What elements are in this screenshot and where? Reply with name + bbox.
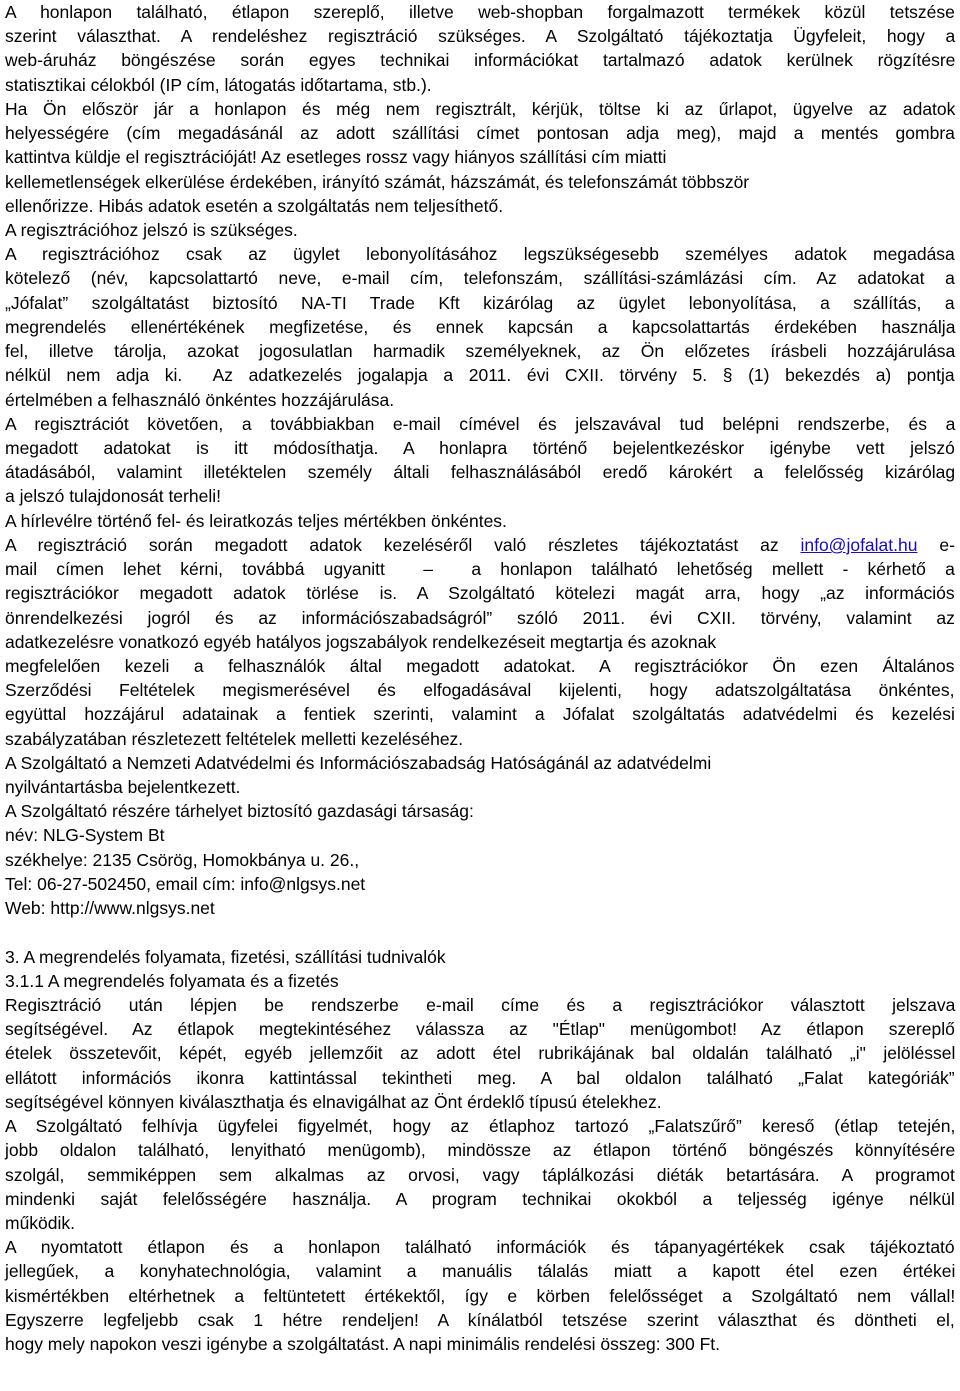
line-text: segítségével könnyen kiválaszthatja és elnavigálhat az Önt érdeklő típusú ételekhez. xyxy=(5,1092,662,1112)
text-line xyxy=(5,678,955,702)
line-text: adatkezelésre vonatkozó egyéb hatályos jogszabályok rendelkezéseit megtartja és azoknak xyxy=(5,632,717,652)
text-line xyxy=(5,170,749,194)
text-line xyxy=(5,266,955,290)
text-line xyxy=(5,1041,955,1065)
text-line xyxy=(5,412,955,436)
line-text: mindenki saját felelősségére használja. A program technikai okokból a teljesség igénye nélkül xyxy=(5,1189,955,1209)
text-line xyxy=(5,218,298,242)
line-text: megfelelően kezeli a felhasználók által megadott adatokat. A regisztrációkor Ön ezen Általános xyxy=(5,656,955,676)
line-text: hogy mely napokon veszi igénybe a szolgáltatást. A napi minimális rendelési összeg: 300 Ft. xyxy=(5,1334,720,1354)
line-text: jobb oldalon található, lenyitható menügomb), mindössze az étlapon történő böngészés könnyítésére xyxy=(5,1140,956,1160)
line-text: A hírlevélre történő fel- és leiratkozás teljes mértékben önkéntes. xyxy=(5,511,507,531)
text-line xyxy=(5,896,215,920)
line-text: A regisztrációhoz csak az ügylet lebonyolításához legszükségesebb személyes adatok megadása xyxy=(5,244,955,264)
text-line xyxy=(5,339,955,363)
line-text: segítségével. Az étlapok megtekintéséhez válassza az "Étlap" menügombot! Az étlapon szereplő xyxy=(5,1019,955,1039)
text-line xyxy=(5,1066,955,1090)
line-text: ellenőrizze. Hibás adatok esetén a szolgáltatás nem teljesíthető. xyxy=(5,196,504,216)
line-text: web-áruház böngészése során egyes technikai információkat tartalmazó adatok kerülnek rögzítésre xyxy=(5,50,956,70)
line-text: 3. A megrendelés folyamata, fizetési, szállítási tudnivalók xyxy=(5,947,446,967)
text-line xyxy=(5,97,955,121)
line-text: kismértékben eltérhetnek a feltüntetett értékektől, így e körben felelősséget a Szolgáltató nem vállal! xyxy=(5,1286,956,1306)
text-line xyxy=(5,630,716,654)
line-text: 3.1.1 A megrendelés folyamata és a fizetés xyxy=(5,971,339,991)
line-text: fel, illetve tárolja, azokat jogosulatlan harmadik személyeknek, az Ön előzetes írásbeli hozzájárulása xyxy=(5,341,956,361)
line-text: név: NLG-System Bt xyxy=(5,825,165,845)
text-line xyxy=(5,460,955,484)
line-text: átadásából, valamint illetéktelen személy általi felhasználásából eredő károkért a felelősség kizárólag xyxy=(5,462,956,482)
line-text: szerint választhat. A rendeléshez regisztráció szükséges. A Szolgáltató tájékoztatja Ügyfeleit, hogy a xyxy=(5,26,956,46)
line-text: nélkül nem adja ki. Az adatkezelés jogalapja a 2011. évi CXII. törvény 5. § (1) bekezdés a) pontja xyxy=(5,365,955,385)
line-text: Szerződési Feltételek megismerésével és elfogadásával kijelenti, hogy adatszolgáltatása önkéntes, xyxy=(5,680,955,700)
text-line xyxy=(5,1187,955,1211)
text-line xyxy=(5,993,955,1017)
text-line xyxy=(5,48,955,72)
text-line xyxy=(5,73,432,97)
line-text: értelmében a felhasználó önkéntes hozzájárulása. xyxy=(5,390,395,410)
line-text: Tel: 06-27-502450, email cím: info@nlgsys.net xyxy=(5,874,366,894)
line-text: regisztrációkor megadott adatok törlése is. A Szolgáltató kötelezi magát arra, hogy „az információs xyxy=(5,583,955,603)
line-text: ételek összetevőit, képét, egyéb jellemzőit az adott étel rubrikájának bal oldalán található „i" jelöléssel xyxy=(5,1043,956,1063)
text-line xyxy=(5,121,955,145)
line-text: szabályzatában részletezett feltételek melletti kezeléséhez. xyxy=(5,729,464,749)
line-text: székhelye: 2135 Csörög, Homokbánya u. 26., xyxy=(5,850,360,870)
text-line xyxy=(5,436,955,460)
text-line xyxy=(5,775,240,799)
text-line xyxy=(5,533,955,557)
line-text: jellegűek, a konyhatechnológia, valamint a manuális tálalás miatt a kapott étel ezen értékei xyxy=(5,1261,956,1281)
text-line xyxy=(5,1308,955,1332)
text-line xyxy=(5,581,955,605)
line-text: a jelszó tulajdonosát terheli! xyxy=(5,486,221,506)
text-line xyxy=(5,291,955,315)
line-text: A nyomtatott étlapon és a honlapon található információk és tápanyagértékek csak tájékoztató xyxy=(5,1237,955,1257)
text-line xyxy=(5,606,955,630)
line-text: Web: http://www.nlgsys.net xyxy=(5,898,215,918)
text-line xyxy=(5,194,503,218)
line-text-after-link: e- xyxy=(917,535,955,555)
text-line xyxy=(5,315,955,339)
line-text: Egyszerre legfeljebb csak 1 hétre rendeljen! A kínálatból tetszése szerint választhat és döntheti el, xyxy=(5,1310,955,1330)
text-line xyxy=(5,1163,955,1187)
text-line xyxy=(5,1284,955,1308)
line-text: A Szolgáltató felhívja ügyfelei figyelmét, hogy az étlaphoz tartozó „Falatszűrő” kereső (étlap tetején, xyxy=(5,1116,956,1136)
text-line xyxy=(5,1259,955,1283)
line-text: A Szolgáltató a Nemzeti Adatvédelmi és Információszabadság Hatóságánál az adatvédelmi xyxy=(5,753,712,773)
text-line xyxy=(5,654,954,678)
text-line xyxy=(5,1235,955,1259)
line-text: kötelező (név, kapcsolattartó neve, e-mail cím, telefonszám, szállítási-számlázási cím. Az adatokat a xyxy=(5,268,955,288)
line-text: ellátott információs ikonra kattintással tekintheti meg. A bal oldalon található „Falat kategóriák” xyxy=(5,1068,955,1088)
text-line xyxy=(5,509,507,533)
text-line xyxy=(5,24,955,48)
text-line xyxy=(5,1138,955,1162)
line-text: kattintva küldje el regisztrációját! Az esetleges rossz vagy hiányos szállítási cím miatti xyxy=(5,147,667,167)
line-text: együttal hozzájárul adatainak a fentiek szerinti, valamint a Jófalat szolgáltatás adatvédelmi és kezelési xyxy=(5,704,955,724)
text-line xyxy=(5,242,955,266)
line-text: Regisztráció után lépjen be rendszerbe e-mail címe és a regisztrációkor választott jelszava xyxy=(5,995,956,1015)
line-text: A honlapon található, étlapon szereplő, illetve web-shopban forgalmazott termékek közül tetszése xyxy=(5,2,955,22)
text-line xyxy=(5,1090,662,1114)
text-line xyxy=(5,1017,955,1041)
line-text: Ha Ön először jár a honlapon és még nem regisztrált, kérjük, töltse ki az űrlapot, ügyelve az adatok xyxy=(5,99,956,119)
line-text: A regisztrációt követően, a továbbiakban e-mail címével és jelszavával tud belépni rendszerbe, és a xyxy=(5,414,956,434)
line-text: nyilvántartásba bejelentkezett. xyxy=(5,777,241,797)
text-line xyxy=(5,363,955,387)
line-text: megrendelés ellenértékének megfizetése, és ennek kapcsán a kapcsolattartás érdekében használja xyxy=(5,317,956,337)
line-text: szolgál, semmiképpen sem alkalmas az orvosi, vagy táplálkozási diéták betartására. A programot xyxy=(5,1165,955,1185)
line-text: A Szolgáltató részére tárhelyet biztosító gazdasági társaság: xyxy=(5,801,474,821)
text-line xyxy=(5,823,165,847)
text-line xyxy=(5,388,394,412)
text-line xyxy=(5,557,955,581)
line-text: mail címen lehet kérni, továbbá ugyanitt – a honlapon található lehetőség mellett - kérhető a xyxy=(5,559,955,579)
line-text: kellemetlenségek elkerülése érdekében, irányító számát, házszámát, és telefonszámát többször xyxy=(5,172,750,192)
line-text: A regisztráció során megadott adatok kezeléséről való részletes tájékoztatást az xyxy=(5,535,801,555)
text-line xyxy=(5,799,474,823)
line-text: működik. xyxy=(5,1213,76,1233)
text-line xyxy=(5,1114,955,1138)
text-line xyxy=(5,1332,720,1356)
text-line xyxy=(5,848,359,872)
text-line xyxy=(5,751,711,775)
text-line xyxy=(5,145,666,169)
text-line xyxy=(5,727,463,751)
text-line xyxy=(5,969,339,993)
text-line xyxy=(5,1211,75,1235)
text-line xyxy=(5,0,955,24)
text-line xyxy=(5,484,221,508)
text-line xyxy=(5,945,446,969)
email-link[interactable]: info@jofalat.hu xyxy=(800,535,918,555)
text-line xyxy=(5,702,955,726)
line-text: statisztikai célokból (IP cím, látogatás időtartama, stb.). xyxy=(5,75,432,95)
line-text: A regisztrációhoz jelszó is szükséges. xyxy=(5,220,298,240)
line-text: helyességére (cím megadásánál az adott szállítási címet pontosan adja meg), majd a mentés gombra xyxy=(5,123,955,143)
line-text: önrendelkezési jogról és az információszabadságról” szóló 2011. évi CXII. törvény, valamint az xyxy=(5,608,955,628)
line-text: „Jófalat” szolgáltatást biztosító NA-TI Trade Kft kizárólag az ügylet lebonyolítása, a szállítás, a xyxy=(5,293,955,313)
text-line xyxy=(5,872,365,896)
line-text: megadott adatokat is itt módosíthatja. A honlapra történő bejelentkezéskor igénybe vett jelszó xyxy=(5,438,955,458)
